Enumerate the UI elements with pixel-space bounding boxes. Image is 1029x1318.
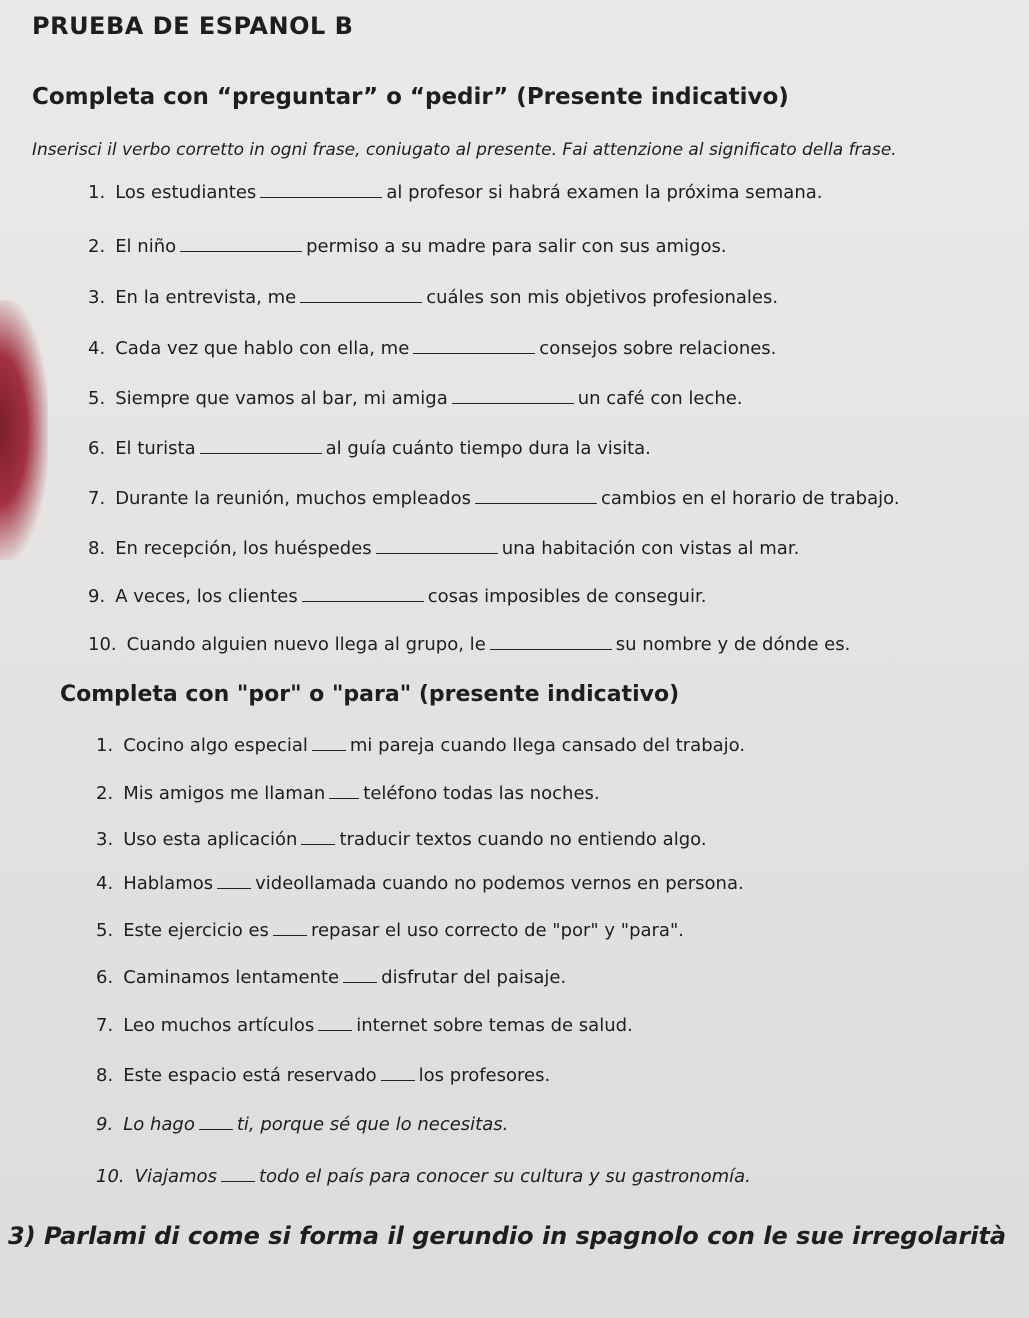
item-text-after: los profesores. (418, 1065, 551, 1086)
section2-item (96, 1114, 508, 1135)
item-number: 6. (88, 438, 106, 459)
item-text-before: En recepción, los huéspedes (115, 538, 372, 559)
section1-item (88, 586, 706, 607)
answer-blank[interactable] (199, 1115, 233, 1130)
item-text-after: al guía cuánto tiempo dura la visita. (325, 438, 651, 459)
answer-blank[interactable] (343, 968, 377, 983)
answer-blank[interactable] (490, 635, 612, 650)
item-text-after: todo el país para conocer su cultura y su gastronomía. (258, 1166, 751, 1187)
item-text-after: repasar el uso correcto de "por" y "para". (310, 920, 684, 941)
item-number: 2. (96, 783, 114, 804)
item-text-before: Hablamos (123, 873, 214, 894)
item-text-after: cambios en el horario de trabajo. (600, 488, 900, 509)
item-number: 4. (96, 873, 114, 894)
item-number: 7. (88, 488, 106, 509)
section1-item (88, 182, 823, 203)
answer-blank[interactable] (413, 339, 535, 354)
item-number: 10. (96, 1166, 125, 1187)
item-text-after: disfrutar del paisaje. (381, 967, 567, 988)
item-number: 2. (88, 236, 106, 257)
item-number: 1. (88, 182, 106, 203)
item-text-before: Cada vez que hablo con ella, me (115, 338, 410, 359)
item-text-after: al profesor si habrá examen la próxima semana. (386, 182, 823, 203)
item-number: 8. (96, 1065, 114, 1086)
answer-blank[interactable] (200, 439, 322, 454)
item-number: 7. (96, 1015, 114, 1036)
section2-item (96, 1166, 751, 1187)
section1-heading: Completa con “preguntar” o “pedir” (Presente indicativo) (32, 84, 789, 110)
item-text-before: Este espacio está reservado (123, 1065, 377, 1086)
section1-instruction: Inserisci il verbo corretto in ogni frase, coniugato al presente. Fai attenzione al significato della frase. (32, 140, 897, 160)
section2-item (96, 967, 566, 988)
section3-heading: 3) Parlami di come si forma il gerundio in spagnolo con le sue irregolarità (8, 1222, 1007, 1250)
item-text-after: mi pareja cuando llega cansado del trabajo. (349, 735, 746, 756)
item-text-before: El turista (115, 438, 196, 459)
item-text-before: A veces, los clientes (115, 586, 298, 607)
item-text-after: permiso a su madre para salir con sus amigos. (306, 236, 727, 257)
item-text-after: videollamada cuando no podemos vernos en persona. (255, 873, 744, 894)
item-number: 4. (88, 338, 106, 359)
item-text-after: ti, porque sé que lo necesitas. (236, 1114, 509, 1135)
item-text-after: traducir textos cuando no entiendo algo. (339, 829, 707, 850)
section2-heading: Completa con "por" o "para" (presente indicativo) (60, 682, 680, 707)
item-number: 3. (88, 287, 106, 308)
item-text-before: El niño (115, 236, 177, 257)
section1-item (88, 236, 727, 257)
answer-blank[interactable] (381, 1066, 415, 1081)
answer-blank[interactable] (273, 921, 307, 936)
answer-blank[interactable] (475, 489, 597, 504)
section1-item (88, 287, 778, 308)
answer-blank[interactable] (221, 1167, 255, 1182)
item-text-after: cuáles son mis objetivos profesionales. (426, 287, 779, 308)
section2-item (96, 783, 600, 804)
item-text-before: Los estudiantes (115, 182, 257, 203)
item-number: 9. (88, 586, 106, 607)
item-number: 1. (96, 735, 114, 756)
section1-item (88, 634, 850, 655)
section1-item (88, 388, 743, 409)
section1-item (88, 488, 900, 509)
section1-item (88, 538, 799, 559)
section1-item (88, 338, 776, 359)
answer-blank[interactable] (452, 389, 574, 404)
item-text-before: Durante la reunión, muchos empleados (115, 488, 471, 509)
answer-blank[interactable] (312, 736, 346, 751)
item-text-after: su nombre y de dónde es. (615, 634, 851, 655)
item-number: 8. (88, 538, 106, 559)
item-number: 3. (96, 829, 114, 850)
section2-item (96, 873, 744, 894)
answer-blank[interactable] (301, 830, 335, 845)
answer-blank[interactable] (329, 784, 359, 799)
item-number: 9. (96, 1114, 114, 1135)
item-text-before: Cocino algo especial (123, 735, 308, 756)
item-text-before: Viajamos (134, 1166, 217, 1187)
item-text-after: teléfono todas las noches. (363, 783, 600, 804)
item-number: 5. (88, 388, 106, 409)
item-text-before: Este ejercicio es (123, 920, 269, 941)
item-text-after: cosas imposibles de conseguir. (427, 586, 707, 607)
section1-item (88, 438, 651, 459)
answer-blank[interactable] (376, 539, 498, 554)
item-text-before: En la entrevista, me (115, 287, 297, 308)
item-text-after: consejos sobre relaciones. (539, 338, 777, 359)
item-text-before: Cuando alguien nuevo llega al grupo, le (126, 634, 486, 655)
answer-blank[interactable] (260, 183, 382, 198)
answer-blank[interactable] (302, 587, 424, 602)
item-text-after: internet sobre temas de salud. (356, 1015, 633, 1036)
section2-item (96, 1065, 550, 1086)
item-number: 10. (88, 634, 117, 655)
item-text-before: Lo hago (123, 1114, 195, 1135)
section2-item (96, 829, 707, 850)
answer-blank[interactable] (318, 1016, 352, 1031)
item-text-after: una habitación con vistas al mar. (501, 538, 800, 559)
item-text-before: Uso esta aplicación (123, 829, 298, 850)
answer-blank[interactable] (217, 874, 251, 889)
item-text-after: un café con leche. (577, 388, 743, 409)
page-edge-shadow (0, 300, 48, 560)
item-text-before: Mis amigos me llaman (123, 783, 326, 804)
item-number: 5. (96, 920, 114, 941)
page-title: PRUEBA DE ESPANOL B (32, 12, 354, 40)
answer-blank[interactable] (180, 237, 302, 252)
section2-item (96, 920, 684, 941)
item-text-before: Caminamos lentamente (123, 967, 340, 988)
item-number: 6. (96, 967, 114, 988)
item-text-before: Leo muchos artículos (123, 1015, 315, 1036)
section2-item (96, 1015, 633, 1036)
answer-blank[interactable] (300, 288, 422, 303)
section2-item (96, 735, 745, 756)
item-text-before: Siempre que vamos al bar, mi amiga (115, 388, 448, 409)
